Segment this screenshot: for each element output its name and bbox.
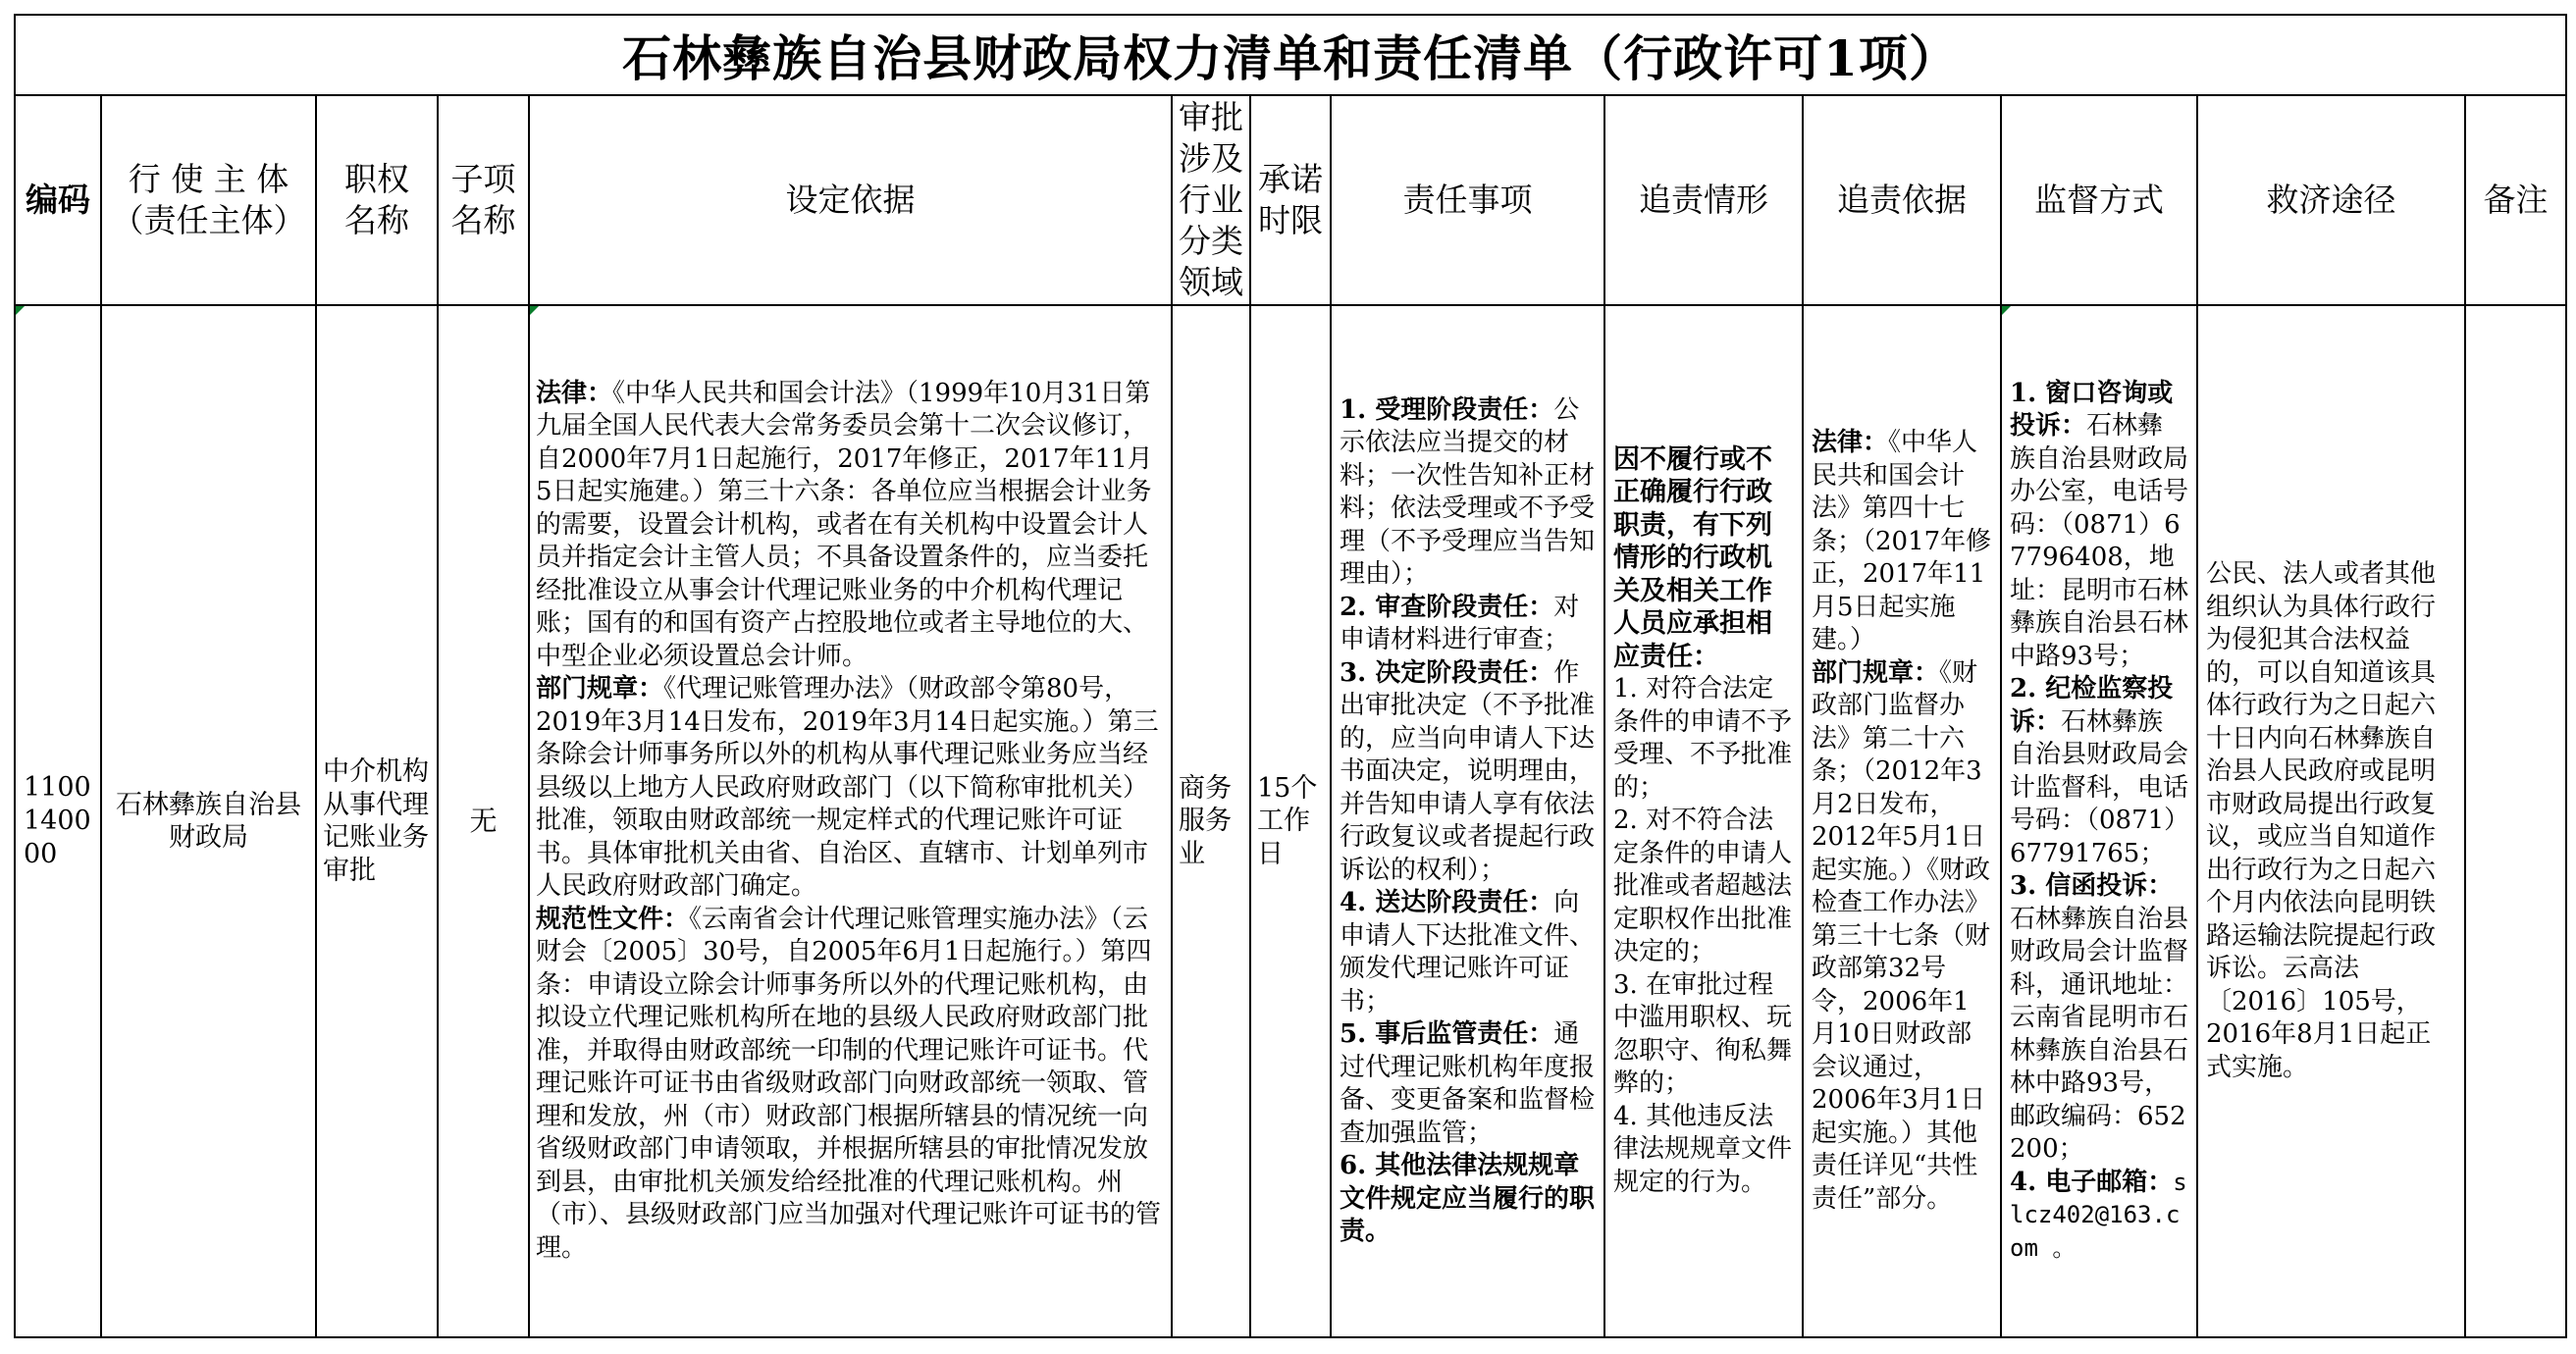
accountability-case-item: 4. 其他违反法律法规规章文件规定的行为。 [1613, 1101, 1793, 1197]
table-title: 石林彝族自治县财政局权力清单和责任清单（行政许可1项） [15, 15, 2566, 95]
accountability-basis-law [1812, 427, 1992, 657]
cell-industry [1172, 305, 1250, 1337]
duty-item [1340, 657, 1596, 888]
header-accountability-basis: 追责依据 [1803, 95, 2001, 305]
header-subject [101, 95, 316, 305]
supervision-item [2010, 870, 2188, 1167]
cell-sub-item-text: 无 [469, 805, 498, 838]
supervision-email-text: slcz402@163.com 。 [2010, 1168, 2187, 1262]
accountability-case-lead: 因不履行或不正确履行行政职责，有下列情形的行政机关及相关工作人员应承担相应责任： [1613, 443, 1772, 672]
supervision-item-lead: 2. 纪检监察投诉： [2010, 674, 2174, 737]
duty-item-text: 通过代理记账机构年度报备、变更备案和监督检查加强监管； [1340, 1019, 1596, 1148]
header-row [15, 95, 2566, 305]
cell-duty [1331, 305, 1604, 1337]
duty-content [1332, 389, 1603, 1255]
accountability-case-item: 2. 对不符合法定条件的申请人批准或者超越法定职权作出批准决定的； [1613, 806, 1793, 967]
duty-item-text: 对申请材料进行审查； [1340, 592, 1580, 654]
cell-industry-text: 商务服务业 [1179, 772, 1232, 869]
header-supervision: 监督方式 [2001, 95, 2197, 305]
basis-normative [536, 904, 1165, 1266]
basis-regulation-lead: 部门规章： [536, 674, 664, 704]
cell-power-name [316, 305, 438, 1337]
cell-marker [16, 306, 25, 315]
accountability-case-content [1605, 438, 1802, 1206]
cell-time-limit [1250, 305, 1331, 1337]
header-remedy: 救济途径 [2197, 95, 2465, 305]
duty-item-text: 向申请人下达批准文件、颁发代理记账许可证书； [1340, 888, 1596, 1016]
header-code: 编码 [15, 95, 101, 305]
supervision-item [2010, 378, 2188, 674]
supervision-item-lead: 3. 信函投诉： [2010, 871, 2174, 902]
duty-item-text: 公示依法应当提交的材料；一次性告知补正材料；依法受理或不予受理（不予受理应当告知理由）； [1340, 394, 1596, 589]
accountability-basis-law-text: 《中华人民共和国会计法》第四十七条；（2017年修正，2017年11月5日起实施建。） [1812, 428, 1992, 654]
cell-remark [2465, 305, 2566, 1337]
cell-supervision [2001, 305, 2197, 1337]
duty-item-lead: 6. 其他法律法规规章文件规定应当履行的职责。 [1340, 1151, 1596, 1246]
duty-item-lead: 4. 送达阶段责任： [1340, 888, 1554, 917]
supervision-item-text: 石林彝族自治县财政局会计监督科，通讯地址：云南省昆明市石林彝族自治县石林中路93号，邮政编码：652200； [2010, 904, 2189, 1165]
header-industry [1172, 95, 1250, 305]
spreadsheet-sheet [14, 14, 2565, 1338]
cell-accountability-case [1604, 305, 1803, 1337]
supervision-item-lead: 4. 电子邮箱： [2010, 1167, 2174, 1197]
duty-item-lead: 5. 事后监管责任： [1340, 1019, 1554, 1049]
cell-subject-text: 石林彝族自治县财政局 [116, 789, 301, 853]
accountability-basis-regulation [1812, 657, 1992, 1217]
cell-code [15, 305, 101, 1337]
cell-subject [101, 305, 316, 1337]
accountability-basis-regulation-text: 《财政部门监督办法》第二十六条；（2012年3月2日发布，2012年5月1日起实施。）《财政检查工作办法》第三十七条（财政部第32号令，2006年1月10日财政部会议通过，2006年3月1日起实施。）其他责任详见“共性责任”部分。 [1812, 657, 1991, 1214]
basis-regulation [536, 673, 1165, 904]
cell-remedy [2197, 305, 2465, 1337]
supervision-item-text: 石林彝族自治县财政局会计监督科，电话号码：（0871）67791765； [2010, 706, 2189, 868]
header-subject-line2: （责任主体） [111, 201, 306, 239]
basis-content [530, 372, 1171, 1272]
cell-power-name-text: 中介机构从事代理记账业务审批 [323, 756, 429, 886]
header-accountability-case: 追责情形 [1604, 95, 1803, 305]
header-power-name-text: 职权名称 [344, 160, 409, 239]
accountability-basis-law-lead: 法律： [1812, 428, 1889, 457]
header-time-limit-text: 承诺时限 [1258, 160, 1323, 239]
duty-item-text: 作出审批决定（不予批准的，应当向申请人下达书面决定，说明理由，并告知申请人享有依法行政复议或者提起行政诉讼的权利）； [1340, 657, 1596, 885]
basis-normative-text: 《云南省会计代理记账管理实施办法》（云财会〔2005〕30号，自2005年6月1日起施行。）第四条：申请设立除会计师事务所以外的代理记账机构，由拟设立代理记账机构所在地的县级人民政府财政部门批准，并取得由财政部统一印制的代理记账许可证书。代理记账许可证书由省级财政部门向财政部统一领取、管理和发放，州（市）财政部门根据所辖县的情况统一向省级财政部门申请领取，并根据所辖县的审批情况发放到县，由审批机关颁发给经批准的代理记账机构。州（市）、县级财政部门应当加强对代理记账许可证书的管理。 [536, 904, 1162, 1263]
accountability-case-item: 3. 在审批过程中滥用职权、玩忽职守、徇私舞弊的； [1613, 969, 1793, 1099]
accountability-case-item: 1. 对符合法定条件的申请不予受理、不予批准的； [1613, 674, 1793, 803]
basis-law-lead: 法律： [536, 378, 613, 408]
header-time-limit [1250, 95, 1331, 305]
duty-item [1340, 1018, 1596, 1150]
duty-item [1340, 887, 1596, 1018]
cell-basis [529, 305, 1172, 1337]
supervision-item-lead: 1. 窗口咨询或投诉： [2010, 378, 2174, 442]
supervision-content [2002, 372, 2196, 1272]
cell-accountability-basis [1803, 305, 2001, 1337]
responsibility-table [14, 14, 2567, 1338]
cell-remedy-text: 公民、法人或者其他组织认为具体行政行为侵犯其合法权益的，可以自知道该具体行政行为之日起六十日内向石林彝族自治县人民政府或昆明市财政局提出行政复议，或应当自知道作出行政行为之日起六个月内依法向昆明铁路运输法院提起行政诉讼。云高法〔2016〕105号，2016年8月1日起正式实施。 [2206, 559, 2437, 1082]
supervision-item [2010, 673, 2188, 870]
cell-time-limit-text: 15个工作日 [1257, 772, 1318, 869]
basis-law [536, 378, 1165, 674]
table-row [15, 305, 2566, 1337]
duty-item [1340, 592, 1596, 657]
duty-item [1340, 394, 1596, 592]
header-sub-item-text: 子项名称 [450, 160, 516, 239]
accountability-basis-content [1804, 421, 2000, 1222]
accountability-basis-regulation-lead: 部门规章： [1812, 657, 1940, 688]
header-duty: 责任事项 [1331, 95, 1604, 305]
supervision-item [2010, 1167, 2188, 1266]
cell-marker [2002, 306, 2011, 315]
cell-code-text: 1100140000 [24, 772, 91, 869]
header-basis: 设定依据 [529, 95, 1172, 305]
basis-normative-lead: 规范性文件： [536, 904, 690, 934]
basis-regulation-text: 《代理记账管理办法》（财政部令第80号，2019年3月14日发布，2019年3月14日起实施。）第三条除会计师事务所以外的机构从事代理记账业务应当经县级以上地方人民政府财政部门（以下简称审批机关）批准，领取由财政部统一规定样式的代理记账许可证书。具体审批机关由省、自治区、直辖市、计划单列市人民政府财政部门确定。 [536, 674, 1159, 902]
header-remark: 备注 [2465, 95, 2566, 305]
cell-marker [530, 306, 539, 315]
header-power-name [316, 95, 438, 305]
duty-item [1340, 1150, 1596, 1249]
header-sub-item [438, 95, 529, 305]
supervision-item-text: 石林彝族自治县财政局办公室，电话号码：（0871）67796408，地址：昆明市石林彝族自治县石林中路93号； [2010, 411, 2189, 671]
header-subject-line1: 行 使 主 体 [128, 160, 289, 198]
header-industry-text: 审批涉及行业分类领域 [1179, 98, 1243, 301]
duty-item-lead: 2. 审查阶段责任： [1340, 592, 1554, 622]
cell-sub-item [438, 305, 529, 1337]
duty-item-lead: 1. 受理阶段责任： [1340, 394, 1554, 425]
duty-item-lead: 3. 决定阶段责任： [1340, 657, 1554, 688]
basis-law-text: 《中华人民共和国会计法》（1999年10月31日第九届全国人民代表大会常务委员会第十二次会议修订，自2000年7月1日起施行，2017年修正，2017年11月5日起实施建。）第三十六条：各单位应当根据会计业务的需要，设置会计机构，或者在有关机构中设置会计人员并指定会计主管人员；不具备设置条件的，应当委托经批准设立从事会计代理记账业务的中介机构代理记账；国有的和国有资产占控股地位或者主导地位的大、中型企业必须设置总会计师。 [536, 378, 1153, 671]
